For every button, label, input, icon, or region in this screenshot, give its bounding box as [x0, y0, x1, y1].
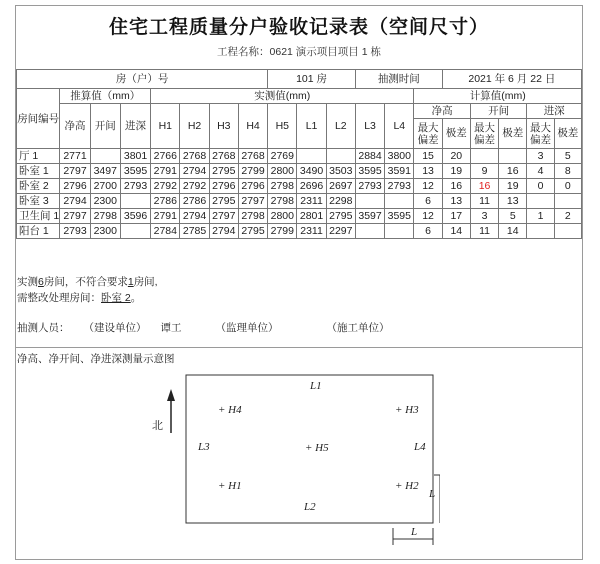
computed-group-header: 计算值(mm)	[414, 89, 582, 104]
room-name: 卧室 3	[17, 194, 60, 209]
rooms-failed: 1	[127, 276, 134, 288]
table-cell	[527, 194, 554, 209]
table-cell: 14	[499, 224, 527, 239]
measured-col-header: L2	[326, 104, 355, 149]
table-cell: 19	[499, 179, 527, 194]
contractor-unit: （施工单位）	[326, 322, 390, 334]
table-cell: 13	[499, 194, 527, 209]
table-cell: 2792	[151, 179, 180, 194]
table-cell: 5	[499, 209, 527, 224]
table-cell: 2793	[355, 179, 384, 194]
table-cell: 2798	[268, 179, 297, 194]
calc-col-header: 进深	[120, 104, 150, 149]
table-cell: 2	[554, 209, 581, 224]
measured-col-header: H3	[209, 104, 238, 149]
max-dev-header: 最大偏差	[414, 119, 442, 149]
table-cell: 2786	[180, 194, 209, 209]
measured-col-header: L3	[355, 104, 384, 149]
table-cell: 12	[414, 179, 442, 194]
date-label: 抽测时间	[355, 70, 442, 89]
room-name: 厅 1	[17, 149, 60, 164]
label-H2: + H2	[395, 480, 419, 492]
range-header: 极差	[499, 119, 527, 149]
table-row	[17, 194, 582, 209]
table-cell	[120, 194, 150, 209]
table-cell: 3596	[120, 209, 150, 224]
table-cell: 2794	[180, 209, 209, 224]
project-name: 工程名称：0621 演示项目项目 1 栋	[217, 46, 381, 58]
table-cell: 2311	[297, 224, 326, 239]
table-cell: 3	[527, 149, 554, 164]
table-cell: 20	[442, 149, 470, 164]
rectify-room: 卧室 2	[101, 292, 131, 304]
table-cell	[385, 224, 414, 239]
computed-sub-header: 净高	[414, 104, 470, 119]
table-cell: 2796	[238, 179, 267, 194]
summary-text: 。	[130, 292, 142, 304]
label-L1: L1	[310, 380, 322, 392]
table-cell: 2801	[297, 209, 326, 224]
table-cell: 2311	[297, 194, 326, 209]
table-cell: 17	[442, 209, 470, 224]
table-cell: 2798	[238, 209, 267, 224]
label-L4: L4	[414, 441, 426, 453]
table-cell: 6	[414, 194, 442, 209]
table-cell: 16	[470, 179, 498, 194]
table-cell	[527, 224, 554, 239]
table-cell	[554, 194, 581, 209]
label-L2: L2	[304, 501, 316, 513]
table-cell: 2768	[209, 149, 238, 164]
table-row	[17, 164, 582, 179]
summary-line-2	[17, 290, 141, 305]
table-cell: 2793	[385, 179, 414, 194]
signers-line	[17, 320, 390, 335]
calc-group-header: 推算值（mm）	[60, 89, 151, 104]
table-cell: 11	[470, 194, 498, 209]
summary-text: 房间，不符合要求	[43, 276, 128, 288]
table-cell: 8	[554, 164, 581, 179]
summary-text: 需整改处理房间：	[17, 292, 101, 304]
table-cell	[355, 224, 384, 239]
table-cell: 3595	[385, 209, 414, 224]
table-row	[17, 209, 582, 224]
table-row	[17, 224, 582, 239]
north-arrowhead-icon	[167, 389, 175, 401]
table-cell: 2800	[268, 209, 297, 224]
table-cell: 2799	[268, 224, 297, 239]
table-cell	[385, 194, 414, 209]
table-cell: 2700	[90, 179, 120, 194]
table-cell: 2791	[151, 209, 180, 224]
table-cell: 2798	[268, 194, 297, 209]
table-cell: 13	[414, 164, 442, 179]
table-cell: 12	[414, 209, 442, 224]
table-cell: 2766	[151, 149, 180, 164]
signers-label: 抽测人员：	[17, 322, 70, 334]
table-cell: 2797	[60, 164, 90, 179]
table-cell	[120, 224, 150, 239]
summary-text: 房间,	[133, 276, 158, 288]
max-dev-header: 最大偏差	[527, 119, 554, 149]
construction-signer: 谭工	[160, 322, 182, 334]
construction-unit: （建设单位）	[83, 322, 147, 334]
table-cell: 2771	[60, 149, 90, 164]
table-cell: 2795	[326, 209, 355, 224]
unit-value: 101 房	[268, 70, 356, 89]
table-row	[17, 179, 582, 194]
table-cell: 2794	[180, 164, 209, 179]
room-name: 卧室 2	[17, 179, 60, 194]
table-cell: 2796	[209, 179, 238, 194]
table-cell: 2300	[90, 194, 120, 209]
date-value: 2021 年 6 月 22 日	[442, 70, 581, 89]
table-cell: 19	[442, 164, 470, 179]
table-cell: 3	[470, 209, 498, 224]
table-cell: 9	[470, 164, 498, 179]
measured-group-header: 实测值(mm)	[151, 89, 414, 104]
calc-col-header: 开间	[90, 104, 120, 149]
measured-col-header: H1	[151, 104, 180, 149]
range-header: 极差	[442, 119, 470, 149]
table-cell	[355, 194, 384, 209]
table-cell	[554, 224, 581, 239]
max-dev-header: 最大偏差	[470, 119, 498, 149]
rooms-measured: 6	[38, 276, 44, 288]
table-cell: 16	[442, 179, 470, 194]
table-cell: 3490	[297, 164, 326, 179]
calc-col-header: 净高	[60, 104, 90, 149]
computed-sub-header: 进深	[527, 104, 582, 119]
room-name: 阳台 1	[17, 224, 60, 239]
table-cell: 0	[554, 179, 581, 194]
table-cell: 3595	[355, 164, 384, 179]
summary-text: 实测	[17, 276, 38, 288]
table-cell: 2768	[180, 149, 209, 164]
measured-col-header: H2	[180, 104, 209, 149]
table-cell: 2791	[151, 164, 180, 179]
table-cell	[326, 149, 355, 164]
table-cell	[90, 149, 120, 164]
table-cell: 3503	[326, 164, 355, 179]
table-cell	[499, 149, 527, 164]
table-cell: 3497	[90, 164, 120, 179]
table-cell: 2884	[355, 149, 384, 164]
label-H5: + H5	[305, 442, 329, 454]
table-cell: 2794	[209, 224, 238, 239]
table-cell	[297, 149, 326, 164]
table-cell: 2768	[238, 149, 267, 164]
table-body	[17, 149, 582, 239]
room-no-header: 房间编号	[17, 89, 60, 149]
table-row	[17, 149, 582, 164]
table-cell: 3595	[120, 164, 150, 179]
label-H1: + H1	[218, 480, 242, 492]
table-cell: 14	[442, 224, 470, 239]
table-cell: 2793	[120, 179, 150, 194]
table-cell: 2786	[151, 194, 180, 209]
measured-col-header: H4	[238, 104, 267, 149]
unit-label: 房（户）号	[17, 70, 268, 89]
table-cell: 4	[527, 164, 554, 179]
table-cell: 2795	[209, 164, 238, 179]
table-cell: 5	[554, 149, 581, 164]
table-cell: 2297	[326, 224, 355, 239]
supervision-unit: （监理单位）	[215, 322, 279, 334]
summary-line-1	[17, 274, 158, 289]
table-cell: 2793	[60, 224, 90, 239]
table-cell: 2769	[268, 149, 297, 164]
table-cell: 15	[414, 149, 442, 164]
table-cell: 2800	[268, 164, 297, 179]
label-H3: + H3	[395, 404, 419, 416]
table-cell: 2794	[60, 194, 90, 209]
table-cell: 2300	[90, 224, 120, 239]
diagram-caption: 净高、净开间、净进深测量示意图	[17, 353, 175, 365]
table-cell: 3591	[385, 164, 414, 179]
room-name: 卫生间 1	[17, 209, 60, 224]
table-cell: 2298	[326, 194, 355, 209]
table-cell: 2696	[297, 179, 326, 194]
table-cell: 3800	[385, 149, 414, 164]
table-cell: 2797	[60, 209, 90, 224]
table-cell: 2697	[326, 179, 355, 194]
table-cell: 13	[442, 194, 470, 209]
table-cell: 3801	[120, 149, 150, 164]
table-cell: 2784	[151, 224, 180, 239]
computed-sub-header: 开间	[470, 104, 526, 119]
label-H4: + H4	[218, 404, 242, 416]
table-cell: 2796	[60, 179, 90, 194]
measured-col-header: L4	[385, 104, 414, 149]
table-cell: 16	[499, 164, 527, 179]
north-label: 北	[152, 420, 163, 432]
measurement-table	[16, 69, 582, 239]
table-cell: 2797	[209, 209, 238, 224]
table-cell: 2795	[238, 224, 267, 239]
label-L3: L3	[198, 441, 210, 453]
table-cell: 0	[527, 179, 554, 194]
table-cell: 6	[414, 224, 442, 239]
table-cell: 1	[527, 209, 554, 224]
table-cell: 3597	[355, 209, 384, 224]
table-cell: 2792	[180, 179, 209, 194]
label-L-horizontal: L	[411, 526, 418, 538]
range-header: 极差	[554, 119, 581, 149]
table-cell: 2797	[238, 194, 267, 209]
page-title: 住宅工程质量分户验收记录表（空间尺寸）	[108, 17, 489, 38]
table-cell: 2785	[180, 224, 209, 239]
room-name: 卧室 1	[17, 164, 60, 179]
table-cell: 2798	[90, 209, 120, 224]
table-cell: 2795	[209, 194, 238, 209]
measured-col-header: H5	[268, 104, 297, 149]
measured-col-header: L1	[297, 104, 326, 149]
measurement-diagram	[140, 365, 440, 555]
table-cell	[470, 149, 498, 164]
table-cell: 2799	[238, 164, 267, 179]
label-L-vertical: L	[429, 488, 436, 500]
table-cell: 11	[470, 224, 498, 239]
